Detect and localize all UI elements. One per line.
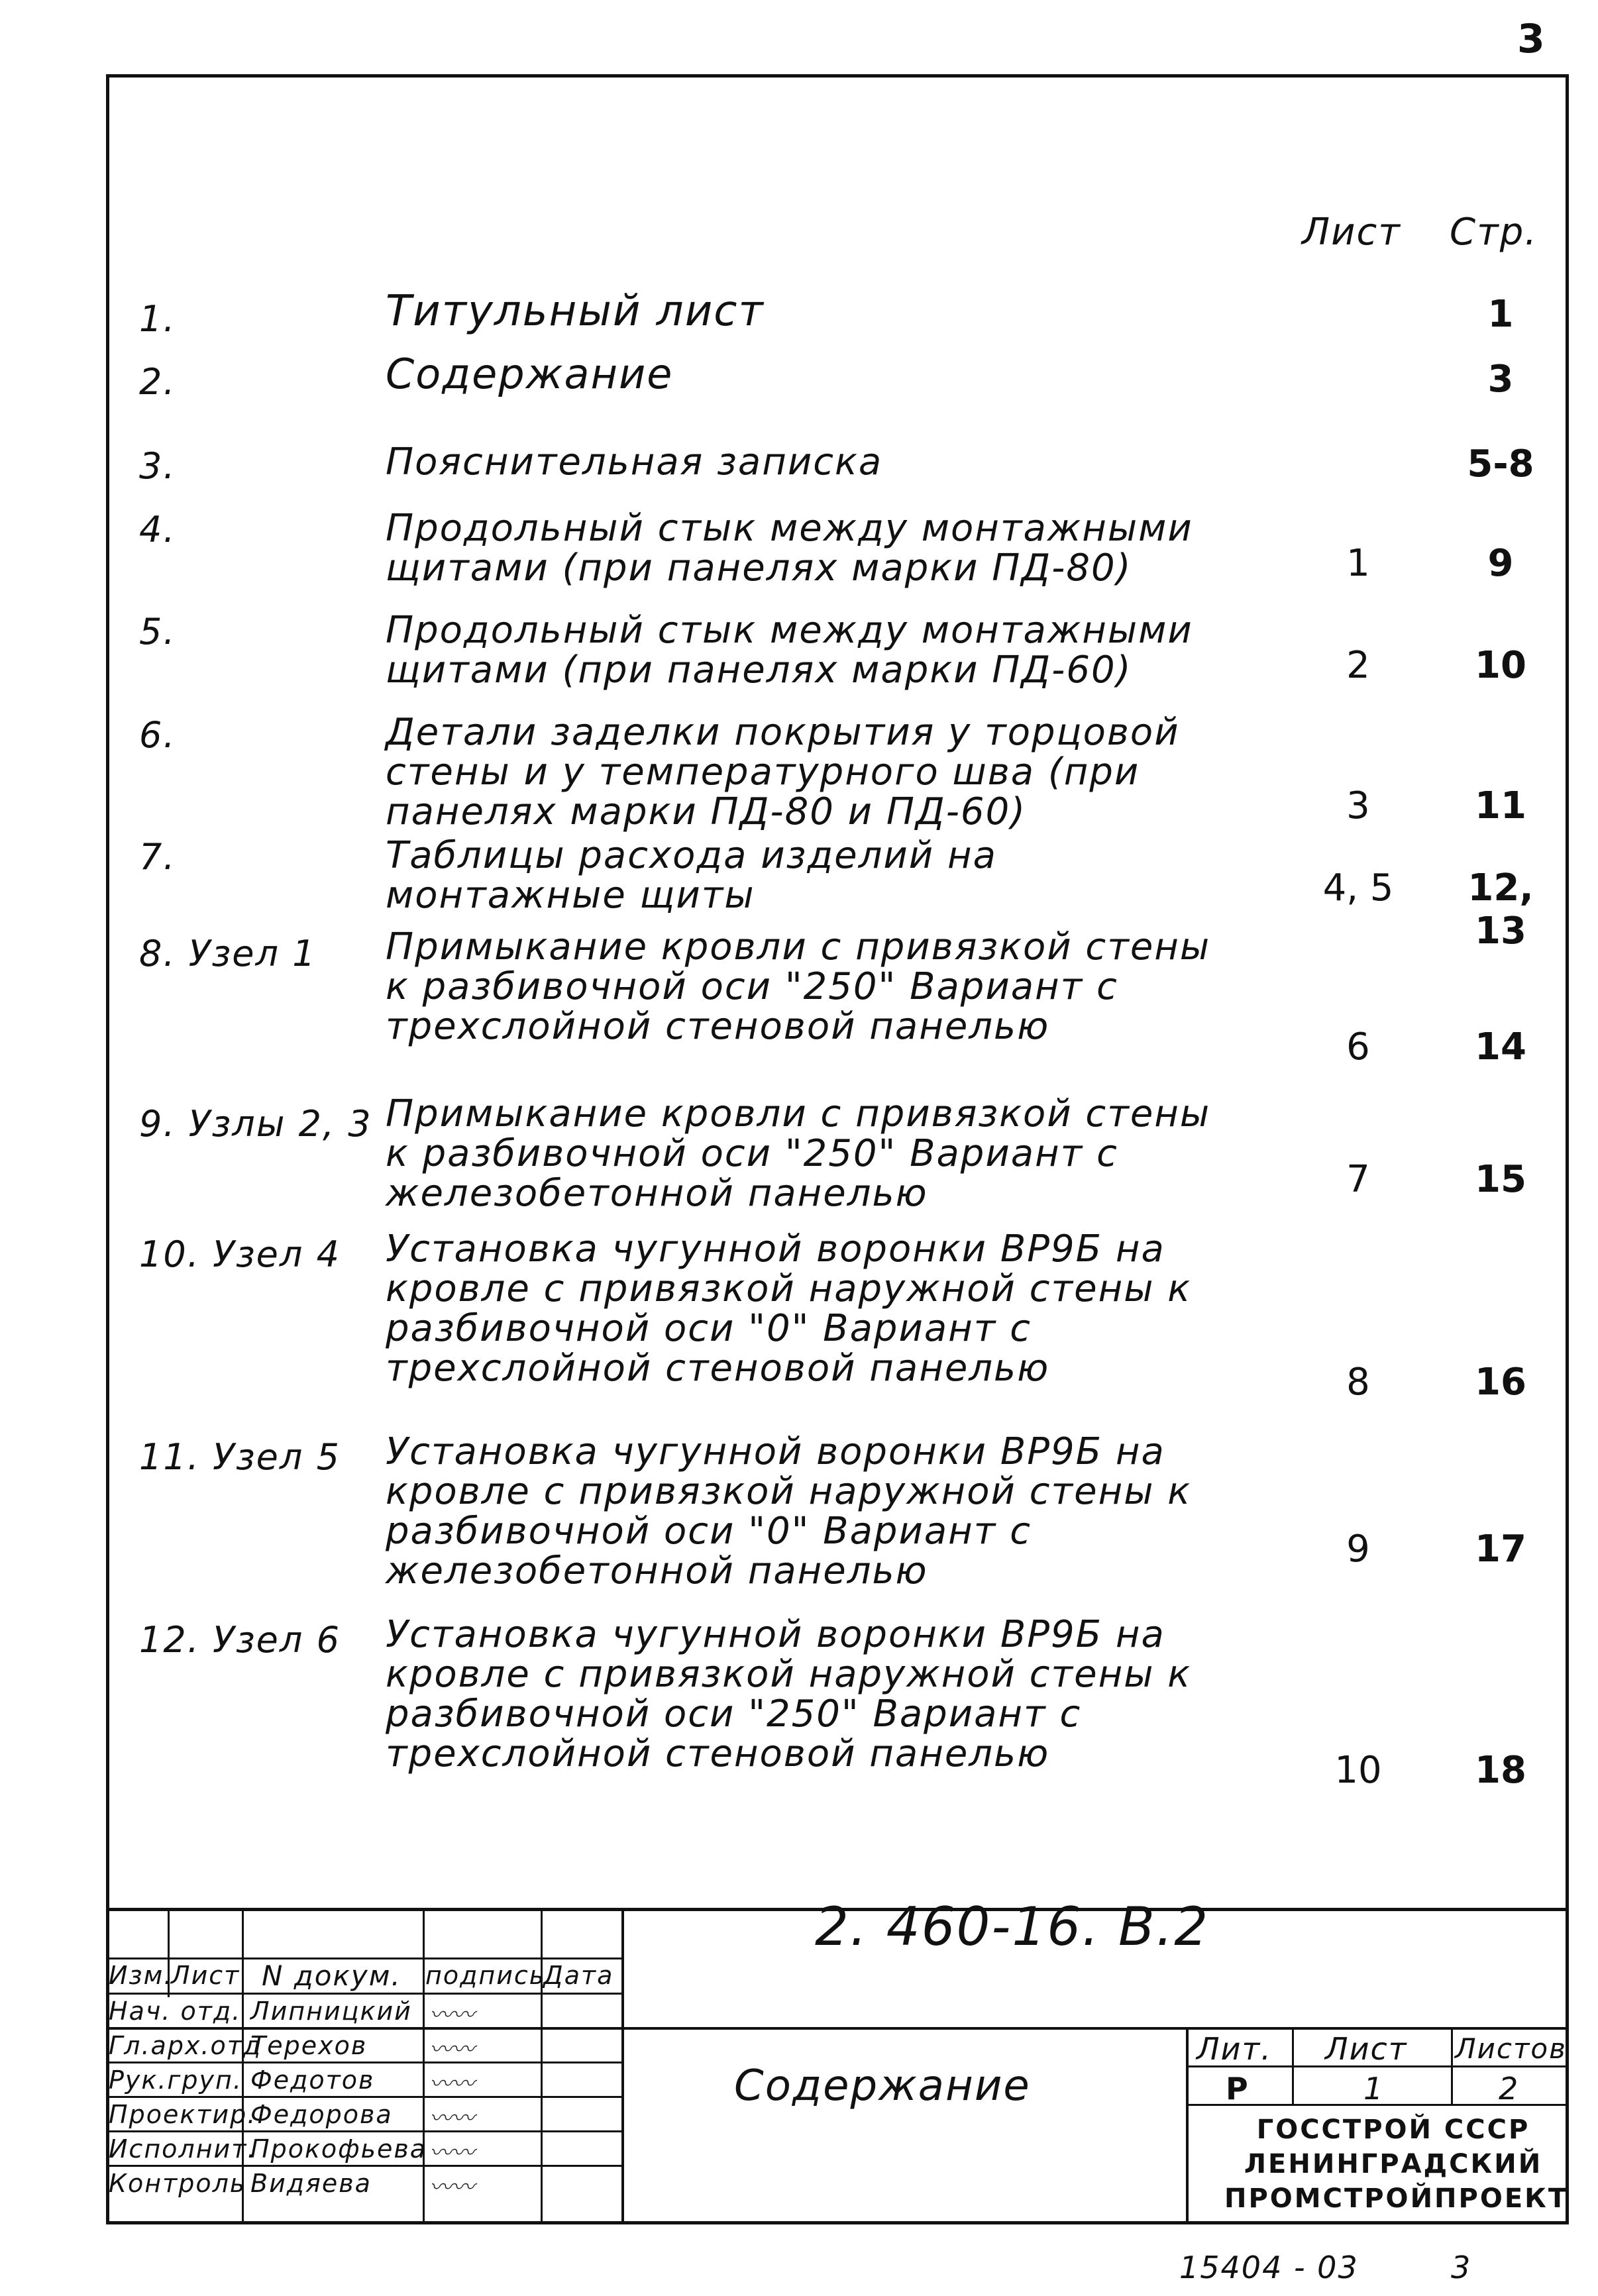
item-page: 3 [1487, 358, 1514, 401]
person-name: Федорова [250, 2100, 393, 2129]
archive-page: 3 [1451, 2250, 1472, 2285]
item-number: 7. [139, 836, 176, 878]
role-label: Исполнит. [109, 2134, 257, 2164]
item-page: 12, 13 [1467, 866, 1534, 953]
item-sheet: 9 [1346, 1528, 1370, 1571]
item-number: 2. [139, 361, 176, 403]
item-page: 9 [1487, 542, 1514, 585]
role-label: Нач. отд. [109, 1997, 242, 2026]
signature: 〰〰 [429, 2036, 474, 2063]
role-label: Гл.арх.отд [109, 2031, 262, 2060]
signature: 〰〰 [429, 2140, 474, 2166]
item-page: 14 [1475, 1025, 1526, 1069]
role-label: Контроль [109, 2169, 246, 2198]
org-line-1: ГОССТРОЙ СССР [1256, 2114, 1530, 2145]
item-title: Детали заделки покрытия у торцовой стены и у температурного шва (при панелях марки ПД-80 и ПД-60) [386, 711, 1180, 833]
item-page: 1 [1487, 293, 1514, 336]
item-number: 6. [139, 714, 176, 756]
item-page: 5-8 [1467, 443, 1534, 486]
item-page: 15 [1475, 1158, 1526, 1201]
izm-header: Изм. [109, 1961, 174, 1990]
item-sheet: 4, 5 [1322, 866, 1394, 910]
page-number: 3 [1517, 16, 1545, 62]
item-sheet: 8 [1346, 1361, 1370, 1404]
item-page: 17 [1475, 1528, 1526, 1571]
item-sheet: 3 [1346, 784, 1370, 827]
sheet-value: 1 [1363, 2071, 1385, 2107]
page-column-header: Стр. [1450, 211, 1538, 254]
item-number: 4. [139, 509, 176, 550]
item-title: Содержание [386, 350, 674, 398]
sheet-label: Лист [1325, 2031, 1408, 2067]
doc-header: N докум. [262, 1959, 401, 1992]
sheets-label: Листов [1455, 2032, 1567, 2065]
item-title: Примыкание кровли с привязкой стены к разбивочной оси "250" Вариант с трехслойной стеновой панелью [386, 925, 1211, 1048]
person-name: Липницкий [250, 1997, 412, 2026]
item-sheet: 1 [1346, 542, 1370, 585]
sheet-column-header: Лист [1302, 211, 1401, 254]
item-sheet: 2 [1346, 644, 1370, 687]
item-number: 1. [139, 298, 176, 340]
item-number: 10. Узел 4 [139, 1233, 341, 1275]
item-title: Продольный стык между монтажными щитами (при панелях марки ПД-60) [386, 609, 1193, 692]
item-title: Установка чугунной воронки ВР9Б на кровле с привязкой наружной стены к разбивочной оси "0" Вариант с трехслойной стеновой панелью [386, 1227, 1192, 1390]
person-name: Прокофьева [250, 2134, 427, 2164]
date-header: Дата [543, 1961, 614, 1990]
signature: 〰〰 [429, 2105, 474, 2132]
sign-header: подпись [425, 1961, 546, 1990]
role-label: Проектир. [109, 2100, 257, 2129]
sheet-title: Содержание [734, 2061, 1031, 2111]
item-title: Таблицы расхода изделий на монтажные щиты [386, 834, 997, 917]
org-line-3: ПРОМСТРОЙПРОЕКТ [1224, 2183, 1569, 2214]
document-code: 2. 460-16. В.2 [815, 1896, 1210, 1957]
archive-number: 15404 - 03 [1179, 2250, 1359, 2285]
org-line-2: ЛЕНИНГРАДСКИЙ [1244, 2149, 1543, 2179]
person-name: Терехов [250, 2031, 368, 2060]
sheets-value: 2 [1499, 2071, 1520, 2107]
item-title: Пояснительная записка [386, 441, 883, 484]
item-page: 16 [1475, 1361, 1526, 1404]
item-number: 5. [139, 611, 176, 652]
lit-label: Лит. [1197, 2031, 1272, 2067]
item-title: Примыкание кровли с привязкой стены к разбивочной оси "250" Вариант с железобетонной панелью [386, 1092, 1211, 1215]
item-title: Продольный стык между монтажными щитами (при панелях марки ПД-80) [386, 507, 1193, 590]
list-header: Лист [171, 1961, 240, 1990]
item-sheet: 7 [1346, 1158, 1370, 1201]
item-number: 3. [139, 445, 176, 487]
item-number: 12. Узел 6 [139, 1619, 341, 1661]
item-title: Установка чугунной воронки ВР9Б на кровле с привязкой наружной стены к разбивочной оси "250" Вариант с трехслойной стеновой панелью [386, 1613, 1192, 1775]
item-title: Титульный лист [386, 287, 765, 336]
item-page: 11 [1475, 784, 1526, 827]
item-sheet: 6 [1346, 1025, 1370, 1069]
item-number: 9. Узлы 2, 3 [139, 1103, 372, 1145]
item-number: 11. Узел 5 [139, 1436, 341, 1478]
item-page: 10 [1475, 644, 1526, 687]
signature: 〰〰 [429, 2002, 474, 2028]
item-sheet: 10 [1334, 1749, 1382, 1792]
role-label: Рук.груп. [109, 2065, 242, 2095]
item-title: Установка чугунной воронки ВР9Б на кровле с привязкой наружной стены к разбивочной оси "0" Вариант с железобетонной панелью [386, 1430, 1192, 1592]
person-name: Видяева [250, 2169, 372, 2198]
item-number: 8. Узел 1 [139, 933, 317, 974]
item-page: 18 [1475, 1749, 1526, 1792]
signature: 〰〰 [429, 2174, 474, 2201]
lit-value: Р [1226, 2071, 1248, 2107]
signature: 〰〰 [429, 2071, 474, 2097]
person-name: Федотов [250, 2065, 375, 2095]
